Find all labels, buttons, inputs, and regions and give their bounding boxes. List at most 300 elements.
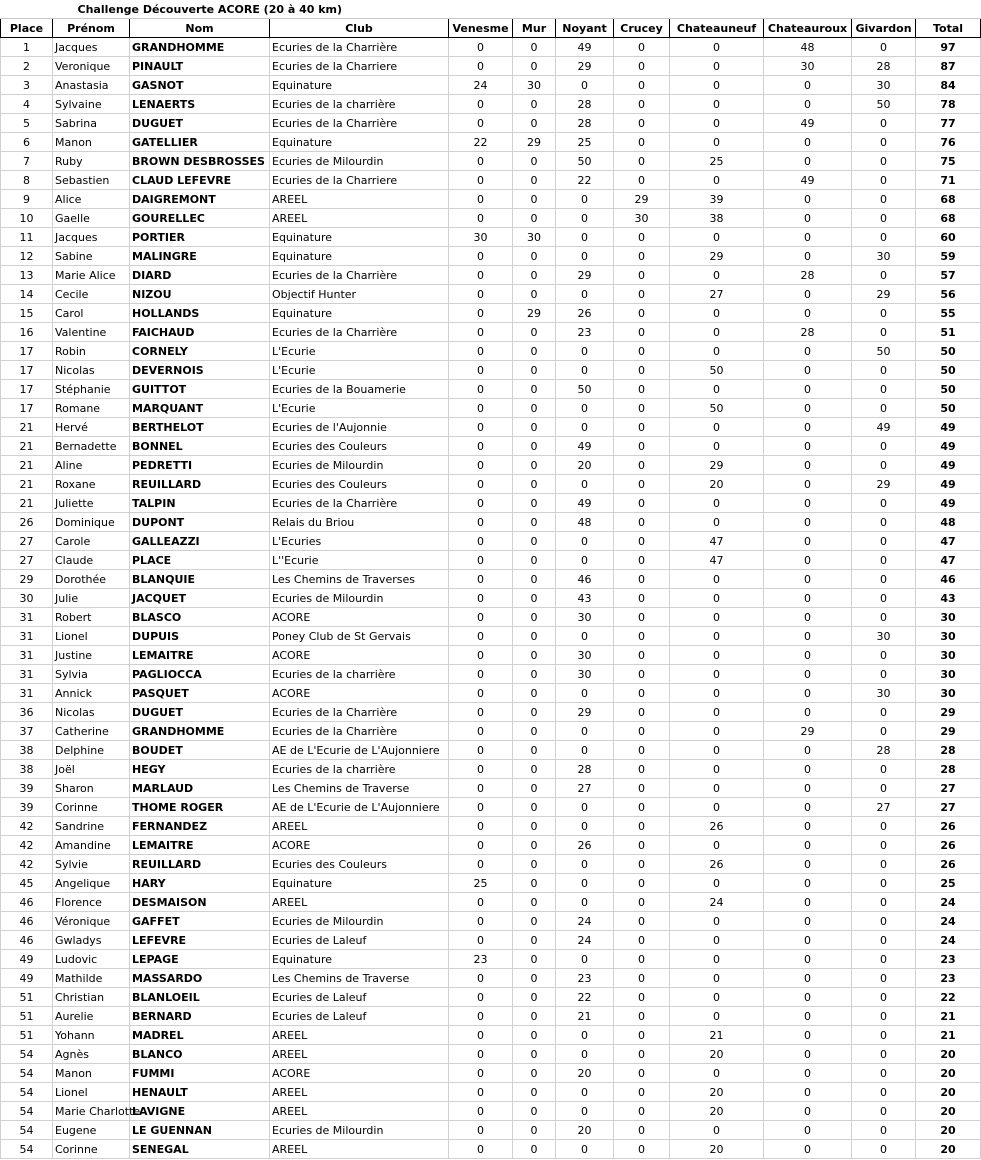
chateauroux-cell: 0 [764, 665, 852, 684]
venesme-cell: 0 [449, 665, 513, 684]
first-name-cell: Dominique [53, 513, 130, 532]
table-row [1, 1064, 981, 1083]
club-cell: Ecuries de la Bouamerie [270, 380, 449, 399]
chateauneuf-cell: 0 [670, 513, 764, 532]
last-name-cell: REUILLARD [130, 475, 270, 494]
venesme-cell: 0 [449, 323, 513, 342]
place-cell: 10 [1, 209, 53, 228]
club-cell: Ecuries de Laleuf [270, 1007, 449, 1026]
last-name-cell: DAIGREMONT [130, 190, 270, 209]
venesme-cell: 0 [449, 988, 513, 1007]
first-name-cell: Aline [53, 456, 130, 475]
table-row [1, 209, 981, 228]
first-name-cell: Joël [53, 760, 130, 779]
chateauneuf-cell: 0 [670, 38, 764, 57]
first-name-cell: Jacques [53, 228, 130, 247]
venesme-cell: 0 [449, 114, 513, 133]
total-cell: 84 [916, 76, 981, 95]
noyant-cell: 0 [556, 1045, 614, 1064]
first-name-cell: Manon [53, 1064, 130, 1083]
table-row [1, 1083, 981, 1102]
total-cell: 24 [916, 912, 981, 931]
last-name-cell: PAGLIOCCA [130, 665, 270, 684]
chateauroux-cell: 0 [764, 646, 852, 665]
crucey-cell: 0 [614, 627, 670, 646]
chateauneuf-cell: 0 [670, 494, 764, 513]
place-cell: 49 [1, 950, 53, 969]
chateauneuf-cell: 20 [670, 1140, 764, 1159]
chateauneuf-cell: 24 [670, 893, 764, 912]
total-cell: 30 [916, 646, 981, 665]
table-row [1, 114, 981, 133]
venesme-cell: 0 [449, 684, 513, 703]
chateauneuf-cell: 0 [670, 95, 764, 114]
chateauroux-cell: 0 [764, 608, 852, 627]
noyant-cell: 29 [556, 703, 614, 722]
mur-cell: 0 [513, 760, 556, 779]
crucey-cell: 0 [614, 494, 670, 513]
crucey-cell: 0 [614, 1140, 670, 1159]
noyant-cell: 0 [556, 798, 614, 817]
givardon-cell: 0 [852, 38, 916, 57]
givardon-cell: 0 [852, 874, 916, 893]
place-cell: 17 [1, 361, 53, 380]
chateauroux-cell: 48 [764, 38, 852, 57]
last-name-cell: PEDRETTI [130, 456, 270, 475]
club-cell: L'Ecurie [270, 361, 449, 380]
crucey-cell: 0 [614, 817, 670, 836]
table-body [1, 38, 981, 1159]
chateauroux-cell: 0 [764, 874, 852, 893]
crucey-cell: 0 [614, 741, 670, 760]
mur-cell: 0 [513, 551, 556, 570]
club-cell: Ecuries de Milourdin [270, 152, 449, 171]
givardon-cell: 0 [852, 513, 916, 532]
column-header: Nom [130, 19, 270, 38]
place-cell: 16 [1, 323, 53, 342]
total-cell: 49 [916, 475, 981, 494]
table-row [1, 1026, 981, 1045]
table-row [1, 817, 981, 836]
table-row [1, 665, 981, 684]
givardon-cell: 0 [852, 988, 916, 1007]
total-cell: 20 [916, 1102, 981, 1121]
venesme-cell: 0 [449, 437, 513, 456]
club-cell: Ecuries de la charrière [270, 95, 449, 114]
total-cell: 26 [916, 836, 981, 855]
crucey-cell: 0 [614, 38, 670, 57]
chateauroux-cell: 0 [764, 912, 852, 931]
chateauneuf-cell: 26 [670, 817, 764, 836]
first-name-cell: Roxane [53, 475, 130, 494]
mur-cell: 0 [513, 494, 556, 513]
table-row [1, 285, 981, 304]
place-cell: 31 [1, 684, 53, 703]
chateauroux-cell: 0 [764, 399, 852, 418]
venesme-cell: 0 [449, 893, 513, 912]
chateauroux-cell: 0 [764, 1007, 852, 1026]
noyant-cell: 0 [556, 722, 614, 741]
venesme-cell: 0 [449, 836, 513, 855]
crucey-cell: 0 [614, 76, 670, 95]
first-name-cell: Nicolas [53, 361, 130, 380]
total-cell: 51 [916, 323, 981, 342]
venesme-cell: 0 [449, 171, 513, 190]
chateauroux-cell: 0 [764, 228, 852, 247]
first-name-cell: Agnès [53, 1045, 130, 1064]
givardon-cell: 0 [852, 950, 916, 969]
last-name-cell: DUPUIS [130, 627, 270, 646]
total-cell: 97 [916, 38, 981, 57]
first-name-cell: Valentine [53, 323, 130, 342]
noyant-cell: 0 [556, 684, 614, 703]
noyant-cell: 21 [556, 1007, 614, 1026]
givardon-cell: 0 [852, 665, 916, 684]
total-cell: 68 [916, 190, 981, 209]
chateauneuf-cell: 0 [670, 608, 764, 627]
total-cell: 49 [916, 437, 981, 456]
last-name-cell: FUMMI [130, 1064, 270, 1083]
club-cell: Ecuries de la Charriere [270, 57, 449, 76]
chateauneuf-cell: 0 [670, 380, 764, 399]
venesme-cell: 23 [449, 950, 513, 969]
total-cell: 71 [916, 171, 981, 190]
club-cell: Les Chemins de Traverses [270, 570, 449, 589]
chateauroux-cell: 0 [764, 285, 852, 304]
club-cell: Ecuries des Couleurs [270, 475, 449, 494]
place-cell: 39 [1, 798, 53, 817]
club-cell: AREEL [270, 817, 449, 836]
chateauneuf-cell: 0 [670, 950, 764, 969]
crucey-cell: 0 [614, 1102, 670, 1121]
venesme-cell: 0 [449, 912, 513, 931]
crucey-cell: 0 [614, 551, 670, 570]
givardon-cell: 0 [852, 817, 916, 836]
crucey-cell: 0 [614, 760, 670, 779]
club-cell: Ecuries des Couleurs [270, 855, 449, 874]
chateauneuf-cell: 0 [670, 646, 764, 665]
givardon-cell: 0 [852, 608, 916, 627]
last-name-cell: DIARD [130, 266, 270, 285]
club-cell: ACORE [270, 646, 449, 665]
mur-cell: 0 [513, 912, 556, 931]
club-cell: Ecuries de la Charrière [270, 114, 449, 133]
place-cell: 27 [1, 532, 53, 551]
first-name-cell: Ludovic [53, 950, 130, 969]
noyant-cell: 0 [556, 247, 614, 266]
total-cell: 28 [916, 741, 981, 760]
total-cell: 22 [916, 988, 981, 1007]
total-cell: 24 [916, 931, 981, 950]
chateauroux-cell: 0 [764, 931, 852, 950]
club-cell: Les Chemins de Traverse [270, 779, 449, 798]
mur-cell: 0 [513, 171, 556, 190]
venesme-cell: 0 [449, 380, 513, 399]
chateauroux-cell: 0 [764, 817, 852, 836]
last-name-cell: NIZOU [130, 285, 270, 304]
club-cell: Equinature [270, 247, 449, 266]
total-cell: 24 [916, 893, 981, 912]
mur-cell: 0 [513, 1140, 556, 1159]
chateauneuf-cell: 0 [670, 323, 764, 342]
chateauroux-cell: 0 [764, 1083, 852, 1102]
column-header: Place [1, 19, 53, 38]
table-row [1, 779, 981, 798]
venesme-cell: 0 [449, 1007, 513, 1026]
venesme-cell: 0 [449, 57, 513, 76]
place-cell: 54 [1, 1083, 53, 1102]
first-name-cell: Claude [53, 551, 130, 570]
chateauneuf-cell: 0 [670, 570, 764, 589]
crucey-cell: 0 [614, 608, 670, 627]
column-header: Club [270, 19, 449, 38]
last-name-cell: DUGUET [130, 114, 270, 133]
chateauneuf-cell: 50 [670, 361, 764, 380]
column-header: Crucey [614, 19, 670, 38]
total-cell: 56 [916, 285, 981, 304]
venesme-cell: 0 [449, 190, 513, 209]
givardon-cell: 0 [852, 456, 916, 475]
chateauneuf-cell: 0 [670, 133, 764, 152]
club-cell: L'Ecurie [270, 342, 449, 361]
noyant-cell: 0 [556, 893, 614, 912]
column-header: Givardon [852, 19, 916, 38]
givardon-cell: 0 [852, 931, 916, 950]
first-name-cell: Marie Charlotte [53, 1102, 130, 1121]
chateauneuf-cell: 47 [670, 532, 764, 551]
givardon-cell: 0 [852, 589, 916, 608]
mur-cell: 0 [513, 1083, 556, 1102]
crucey-cell: 0 [614, 475, 670, 494]
chateauroux-cell: 0 [764, 950, 852, 969]
column-header: Venesme [449, 19, 513, 38]
mur-cell: 0 [513, 95, 556, 114]
chateauroux-cell: 30 [764, 57, 852, 76]
givardon-cell: 0 [852, 722, 916, 741]
mur-cell: 30 [513, 76, 556, 95]
venesme-cell: 0 [449, 342, 513, 361]
last-name-cell: BERNARD [130, 1007, 270, 1026]
first-name-cell: Sylvia [53, 665, 130, 684]
place-cell: 21 [1, 437, 53, 456]
total-cell: 78 [916, 95, 981, 114]
noyant-cell: 0 [556, 190, 614, 209]
chateauroux-cell: 0 [764, 380, 852, 399]
chateauneuf-cell: 38 [670, 209, 764, 228]
noyant-cell: 49 [556, 494, 614, 513]
first-name-cell: Eugene [53, 1121, 130, 1140]
mur-cell: 0 [513, 1026, 556, 1045]
place-cell: 14 [1, 285, 53, 304]
chateauneuf-cell: 20 [670, 475, 764, 494]
mur-cell: 0 [513, 1007, 556, 1026]
crucey-cell: 0 [614, 646, 670, 665]
noyant-cell: 0 [556, 76, 614, 95]
chateauneuf-cell: 20 [670, 1102, 764, 1121]
table-row [1, 171, 981, 190]
givardon-cell: 29 [852, 285, 916, 304]
noyant-cell: 50 [556, 152, 614, 171]
place-cell: 21 [1, 475, 53, 494]
first-name-cell: Florence [53, 893, 130, 912]
first-name-cell: Nicolas [53, 703, 130, 722]
noyant-cell: 24 [556, 912, 614, 931]
crucey-cell: 0 [614, 988, 670, 1007]
givardon-cell: 0 [852, 228, 916, 247]
mur-cell: 0 [513, 456, 556, 475]
place-cell: 42 [1, 836, 53, 855]
mur-cell: 0 [513, 323, 556, 342]
total-cell: 20 [916, 1140, 981, 1159]
first-name-cell: Veronique [53, 57, 130, 76]
venesme-cell: 0 [449, 285, 513, 304]
mur-cell: 0 [513, 855, 556, 874]
venesme-cell: 0 [449, 760, 513, 779]
noyant-cell: 0 [556, 418, 614, 437]
chateauroux-cell: 49 [764, 171, 852, 190]
table-row [1, 760, 981, 779]
givardon-cell: 0 [852, 1045, 916, 1064]
chateauneuf-cell: 20 [670, 1083, 764, 1102]
crucey-cell: 0 [614, 1026, 670, 1045]
crucey-cell: 0 [614, 228, 670, 247]
noyant-cell: 0 [556, 399, 614, 418]
givardon-cell: 0 [852, 1026, 916, 1045]
mur-cell: 0 [513, 190, 556, 209]
total-cell: 48 [916, 513, 981, 532]
table-row [1, 893, 981, 912]
first-name-cell: Ruby [53, 152, 130, 171]
place-cell: 12 [1, 247, 53, 266]
last-name-cell: BLANCO [130, 1045, 270, 1064]
noyant-cell: 22 [556, 988, 614, 1007]
crucey-cell: 0 [614, 779, 670, 798]
first-name-cell: Robert [53, 608, 130, 627]
table-row [1, 741, 981, 760]
table-row [1, 589, 981, 608]
mur-cell: 0 [513, 969, 556, 988]
total-cell: 30 [916, 627, 981, 646]
place-cell: 54 [1, 1121, 53, 1140]
place-cell: 54 [1, 1064, 53, 1083]
venesme-cell: 0 [449, 969, 513, 988]
noyant-cell: 0 [556, 209, 614, 228]
noyant-cell: 29 [556, 266, 614, 285]
last-name-cell: HARY [130, 874, 270, 893]
place-cell: 1 [1, 38, 53, 57]
total-cell: 29 [916, 722, 981, 741]
venesme-cell: 0 [449, 1064, 513, 1083]
total-cell: 57 [916, 266, 981, 285]
chateauroux-cell: 29 [764, 722, 852, 741]
last-name-cell: CORNELY [130, 342, 270, 361]
table-row [1, 418, 981, 437]
noyant-cell: 0 [556, 950, 614, 969]
place-cell: 5 [1, 114, 53, 133]
crucey-cell: 0 [614, 1007, 670, 1026]
table-row [1, 247, 981, 266]
venesme-cell: 0 [449, 532, 513, 551]
chateauroux-cell: 0 [764, 988, 852, 1007]
table-row [1, 95, 981, 114]
first-name-cell: Lionel [53, 627, 130, 646]
total-cell: 47 [916, 532, 981, 551]
last-name-cell: LE GUENNAN [130, 1121, 270, 1140]
noyant-cell: 26 [556, 304, 614, 323]
table-row [1, 551, 981, 570]
noyant-cell: 0 [556, 1140, 614, 1159]
table-row [1, 399, 981, 418]
chateauroux-cell: 0 [764, 779, 852, 798]
noyant-cell: 27 [556, 779, 614, 798]
mur-cell: 0 [513, 399, 556, 418]
mur-cell: 0 [513, 437, 556, 456]
total-cell: 43 [916, 589, 981, 608]
venesme-cell: 0 [449, 152, 513, 171]
club-cell: AREEL [270, 893, 449, 912]
last-name-cell: BLANLOEIL [130, 988, 270, 1007]
venesme-cell: 0 [449, 266, 513, 285]
first-name-cell: Mathilde [53, 969, 130, 988]
chateauroux-cell: 0 [764, 456, 852, 475]
givardon-cell: 0 [852, 646, 916, 665]
first-name-cell: Alice [53, 190, 130, 209]
chateauroux-cell: 0 [764, 152, 852, 171]
total-cell: 49 [916, 456, 981, 475]
total-cell: 26 [916, 855, 981, 874]
first-name-cell: Julie [53, 589, 130, 608]
venesme-cell: 0 [449, 741, 513, 760]
venesme-cell: 0 [449, 494, 513, 513]
venesme-cell: 0 [449, 361, 513, 380]
crucey-cell: 0 [614, 684, 670, 703]
mur-cell: 0 [513, 722, 556, 741]
noyant-cell: 20 [556, 456, 614, 475]
crucey-cell: 0 [614, 57, 670, 76]
chateauroux-cell: 0 [764, 342, 852, 361]
total-cell: 50 [916, 342, 981, 361]
club-cell: AREEL [270, 1102, 449, 1121]
mur-cell: 0 [513, 703, 556, 722]
place-cell: 31 [1, 608, 53, 627]
first-name-cell: Robin [53, 342, 130, 361]
club-cell: L'Ecurie [270, 399, 449, 418]
chateauroux-cell: 0 [764, 418, 852, 437]
venesme-cell: 0 [449, 1102, 513, 1121]
givardon-cell: 0 [852, 437, 916, 456]
givardon-cell: 0 [852, 114, 916, 133]
place-cell: 42 [1, 817, 53, 836]
venesme-cell: 0 [449, 1026, 513, 1045]
crucey-cell: 0 [614, 171, 670, 190]
club-cell: AREEL [270, 190, 449, 209]
chateauneuf-cell: 0 [670, 266, 764, 285]
first-name-cell: Véronique [53, 912, 130, 931]
table-row [1, 855, 981, 874]
chateauneuf-cell: 0 [670, 1007, 764, 1026]
mur-cell: 0 [513, 285, 556, 304]
givardon-cell: 50 [852, 95, 916, 114]
venesme-cell: 0 [449, 247, 513, 266]
mur-cell: 0 [513, 589, 556, 608]
page-title: Challenge Découverte ACORE (20 à 40 km) [53, 0, 449, 19]
table-row [1, 57, 981, 76]
givardon-cell: 0 [852, 893, 916, 912]
place-cell: 51 [1, 1026, 53, 1045]
last-name-cell: MARLAUD [130, 779, 270, 798]
last-name-cell: LAVIGNE [130, 1102, 270, 1121]
last-name-cell: LEFEVRE [130, 931, 270, 950]
